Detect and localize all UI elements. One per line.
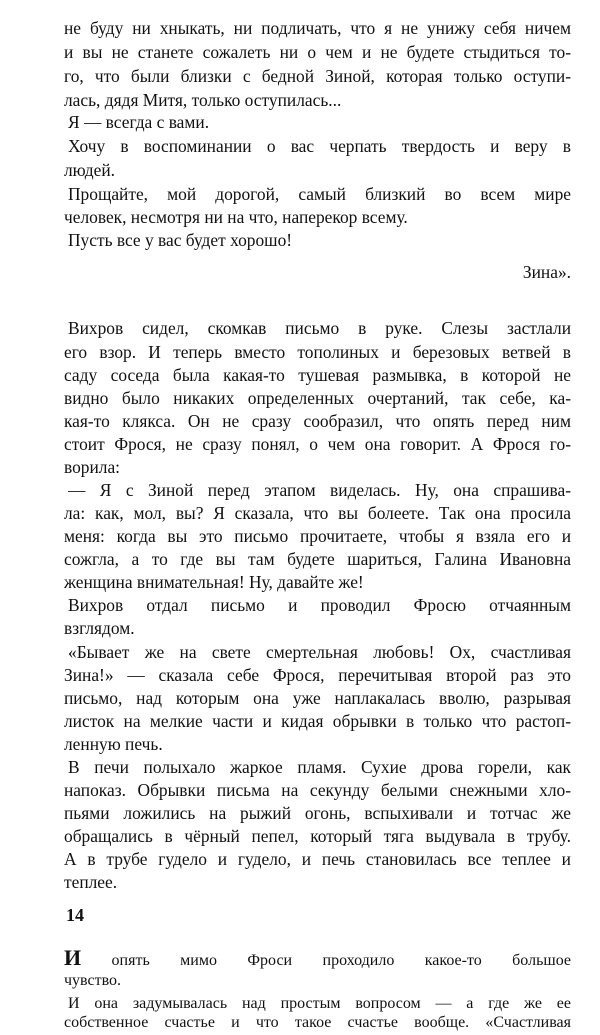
text-line: женщина внимательная! Ну, давайте же! xyxy=(64,572,364,592)
chapter-first-line-text: опять мимо Фроси проходило какое-то большое xyxy=(111,952,571,969)
text-line: В печи полыхало жаркое пламя. Сухие дрова горели, как xyxy=(68,757,571,777)
text-line: лась, дядя Митя, только оступилась... xyxy=(64,90,342,110)
chapter-number: 14 xyxy=(66,905,84,925)
text-line: собственное счастье и что такое счастье вообще. «Счастливая xyxy=(64,1014,571,1031)
text-line: кая-то клякса. Он не сразу сообразил, что опять перед ним xyxy=(64,411,571,431)
text-line: Зина!» — сказала себе Фрося, перечитывая второй раз это xyxy=(64,665,571,685)
chapter-first-line xyxy=(64,946,571,970)
text-line: взглядом. xyxy=(64,618,135,638)
text-line: И она задумывалась над простым вопросом — а где же ее xyxy=(68,995,571,1012)
text-line: меня: когда вы это письмо прочитаете, чтобы я взяла его и xyxy=(64,526,571,546)
text-line: листок на мелкие части и кидая обрывки в только что растоп- xyxy=(64,711,571,731)
text-line: его взор. И теперь вместо тополиных и березовых ветвей в xyxy=(64,342,571,362)
text-line: — Я с Зиной перед этапом виделась. Ну, она спрашива- xyxy=(68,480,571,500)
text-line: го, что были близки с бедной Зиной, которая только оступи- xyxy=(64,66,571,86)
text-line: не буду ни хныкать, ни подличать, что я не унижу себя ничем xyxy=(64,18,571,38)
text-line: обращались в чёрный пепел, который тяга выдувала в трубу. xyxy=(64,826,571,846)
text-line: Вихров отдал письмо и проводил Фросю отчаянным xyxy=(68,595,571,615)
text-line: чувство. xyxy=(64,972,122,989)
text-line: ла: как, мол, вы? Я сказала, что вы болеете. Так она просила xyxy=(64,503,571,523)
drop-cap: И xyxy=(64,946,82,970)
text-line: Прощайте, мой дорогой, самый близкий во всем мире xyxy=(68,184,571,204)
text-line: Вихров сидел, скомкав письмо в руке. Слезы застлали xyxy=(68,318,571,338)
text-line: сожгла, а то где вы там будете шариться, Галина Ивановна xyxy=(64,549,571,569)
text-line: Пусть все у вас будет хорошо! xyxy=(68,230,293,250)
text-line: человек, несмотря ни на что, наперекор всему. xyxy=(64,207,408,227)
text-line: ленную печь. xyxy=(64,734,163,754)
text-line: видно было никаких определенных очертаний, так себе, ка- xyxy=(64,388,571,408)
text-line: людей. xyxy=(64,160,116,180)
text-line: ворила: xyxy=(64,457,121,477)
text-line: саду соседа была какая-то тушевая размывка, в которой не xyxy=(64,365,571,385)
text-line: А в трубе гудело и гудело, и печь становилась все теплее и xyxy=(64,849,571,869)
text-line: Я — всегда с вами. xyxy=(68,112,210,132)
text-line: стоит Фрося, не сразу понял, о чем она говорит. А Фрося го- xyxy=(64,434,571,454)
text-line: и вы не станете сожалеть ни о чем и не будете стыдиться то- xyxy=(64,42,571,62)
text-line: Хочу в воспоминании о вас черпать твердость и веру в xyxy=(68,136,571,156)
text-line: пьями ложились на рыжий огонь, вспыхивали и тотчас же xyxy=(64,803,571,823)
text-line: письмо, над которым она уже наплакалась вволю, разрывая xyxy=(64,688,571,708)
text-line: напоказ. Обрывки письма на секунду белыми снежными хло- xyxy=(64,780,571,800)
text-line: «Бывает же на свете смертельная любовь! Ох, счастливая xyxy=(68,642,571,662)
letter-signature: Зина». xyxy=(522,262,571,282)
text-line: теплее. xyxy=(64,872,118,892)
